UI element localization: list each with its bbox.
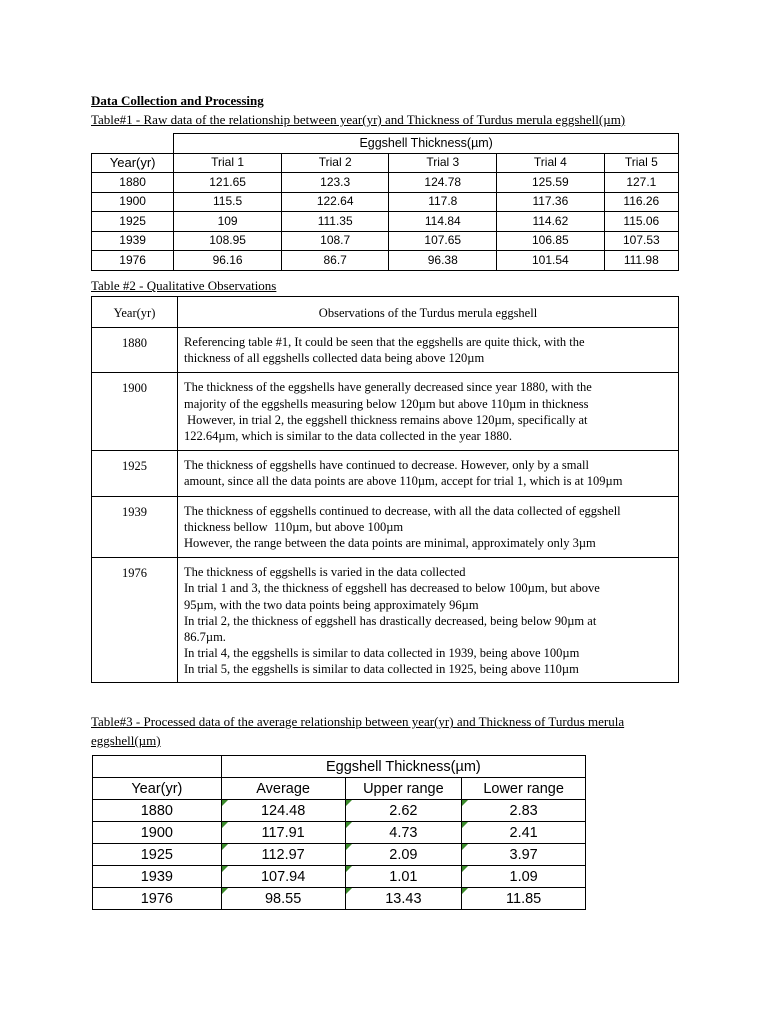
observation-line: In trial 4, the eggshells is similar to data collected in 1939, being above 100µm bbox=[184, 646, 580, 661]
table-cell: 124.48 bbox=[221, 800, 345, 822]
table3-col-header: Lower range bbox=[462, 778, 586, 800]
table-cell: 117.91 bbox=[221, 822, 345, 844]
table2-year-cell: 1925 bbox=[92, 451, 178, 496]
table-row bbox=[93, 800, 586, 822]
table-cell: 107.53 bbox=[604, 231, 678, 251]
table-cell: 2.41 bbox=[462, 822, 586, 844]
table2-year-cell: 1976 bbox=[92, 558, 178, 682]
table-cell: 96.38 bbox=[389, 251, 497, 271]
table3-caption-line2: eggshell(µm) bbox=[91, 733, 161, 748]
table1-col-header: Year(yr) bbox=[92, 153, 174, 173]
table-cell: 1900 bbox=[92, 192, 174, 212]
table2-observations bbox=[91, 296, 679, 683]
observation-line: The thickness of eggshells continued to decrease, with all the data collected of eggshell bbox=[184, 503, 621, 518]
table3-caption-line1: Table#3 - Processed data of the average relationship between year(yr) and Thickness of Turdus merula bbox=[91, 714, 625, 729]
table-cell: 1.01 bbox=[345, 866, 462, 888]
table-cell: 123.3 bbox=[281, 173, 389, 193]
table-cell: 1976 bbox=[92, 251, 174, 271]
observation-line: 86.7µm. bbox=[184, 630, 226, 645]
table-cell: 125.59 bbox=[497, 173, 605, 193]
table-cell: 2.83 bbox=[462, 800, 586, 822]
table-cell: 2.62 bbox=[345, 800, 462, 822]
table2-caption: Table #2 - Qualitative Observations bbox=[91, 278, 277, 293]
table-cell: 106.85 bbox=[497, 231, 605, 251]
table2-header-row bbox=[92, 297, 679, 328]
observation-line: majority of the eggshells measuring below 120µm but above 110µm in thickness bbox=[184, 396, 589, 411]
table1-col-header: Trial 4 bbox=[497, 153, 605, 173]
table-cell: 107.94 bbox=[221, 866, 345, 888]
table3-header-row bbox=[93, 778, 586, 800]
table-cell: 117.8 bbox=[389, 192, 497, 212]
table3-group-header-row bbox=[93, 756, 586, 778]
table2-year-cell: 1880 bbox=[92, 328, 178, 373]
table-cell: 1976 bbox=[93, 888, 222, 910]
table-cell: 1900 bbox=[93, 822, 222, 844]
table2-year-cell: 1939 bbox=[92, 496, 178, 558]
observation-line: 95µm, with the two data points being approximately 96µm bbox=[184, 597, 479, 612]
observation-line: 122.64µm, which is similar to the data collected in the year 1880. bbox=[184, 429, 512, 444]
table-cell: 114.84 bbox=[389, 212, 497, 232]
table-cell: 108.95 bbox=[174, 231, 282, 251]
table1-col-header: Trial 3 bbox=[389, 153, 497, 173]
table-cell: 121.65 bbox=[174, 173, 282, 193]
table1-col-header: Trial 1 bbox=[174, 153, 282, 173]
observation-line: amount, since all the data points are above 110µm, accept for trial 1, which is at 109µm bbox=[184, 474, 623, 489]
table-cell: 111.98 bbox=[604, 251, 678, 271]
table-cell: 1939 bbox=[92, 231, 174, 251]
table-cell: 109 bbox=[174, 212, 282, 232]
table3-col-header: Average bbox=[221, 778, 345, 800]
observation-line: The thickness of the eggshells have generally decreased since year 1880, with the bbox=[184, 380, 592, 395]
table1-header-row bbox=[92, 153, 679, 173]
observation-line: thickness of all eggshells collected data being above 120µm bbox=[184, 351, 485, 366]
table-cell: 108.7 bbox=[281, 231, 389, 251]
table-cell: 115.5 bbox=[174, 192, 282, 212]
table2-observation-cell bbox=[178, 451, 679, 496]
table3-corner-cell bbox=[93, 756, 222, 778]
table1-raw-data bbox=[91, 133, 679, 271]
table-cell: 4.73 bbox=[345, 822, 462, 844]
table2-col-header: Year(yr) bbox=[92, 297, 178, 328]
table1-group-header: Eggshell Thickness(µm) bbox=[174, 134, 679, 154]
table1-col-header: Trial 5 bbox=[604, 153, 678, 173]
table-row bbox=[92, 173, 679, 193]
table2-observation-cell bbox=[178, 328, 679, 373]
table-row bbox=[92, 558, 679, 682]
table-row bbox=[92, 496, 679, 558]
table-row bbox=[93, 844, 586, 866]
table-cell: 101.54 bbox=[497, 251, 605, 271]
table-row bbox=[92, 192, 679, 212]
table-cell: 3.97 bbox=[462, 844, 586, 866]
table3-col-header: Upper range bbox=[345, 778, 462, 800]
table3-processed-data bbox=[92, 755, 586, 910]
table-row bbox=[92, 373, 679, 451]
observation-line: However, in trial 2, the eggshell thickness remains above 120µm, specifically at bbox=[184, 412, 588, 427]
table-cell: 117.36 bbox=[497, 192, 605, 212]
table-cell: 111.35 bbox=[281, 212, 389, 232]
table2-observation-cell bbox=[178, 496, 679, 558]
table-row bbox=[93, 866, 586, 888]
table-cell: 13.43 bbox=[345, 888, 462, 910]
table-cell: 114.62 bbox=[497, 212, 605, 232]
table1-caption: Table#1 - Raw data of the relationship between year(yr) and Thickness of Turdus merula eggshell(µm) bbox=[91, 112, 626, 127]
observation-line: In trial 1 and 3, the thickness of eggshell has decreased to below 100µm, but above bbox=[184, 581, 600, 596]
table-cell: 122.64 bbox=[281, 192, 389, 212]
table-cell: 1925 bbox=[93, 844, 222, 866]
table3-col-header: Year(yr) bbox=[93, 778, 222, 800]
table-cell: 115.06 bbox=[604, 212, 678, 232]
table-cell: 2.09 bbox=[345, 844, 462, 866]
table2-col-header: Observations of the Turdus merula eggshell bbox=[178, 297, 679, 328]
table1-col-header: Trial 2 bbox=[281, 153, 389, 173]
table-row bbox=[92, 212, 679, 232]
table2-observation-cell bbox=[178, 373, 679, 451]
table-cell: 1880 bbox=[93, 800, 222, 822]
table2-observation-cell bbox=[178, 558, 679, 682]
table1-corner-cell bbox=[92, 134, 174, 154]
table-row bbox=[92, 251, 679, 271]
table-cell: 124.78 bbox=[389, 173, 497, 193]
table-cell: 112.97 bbox=[221, 844, 345, 866]
table1-group-header-row bbox=[92, 134, 679, 154]
table-cell: 98.55 bbox=[221, 888, 345, 910]
table-cell: 107.65 bbox=[389, 231, 497, 251]
observation-line: The thickness of eggshells have continued to decrease. However, only by a small bbox=[184, 458, 589, 473]
table-row bbox=[93, 822, 586, 844]
observation-line: Referencing table #1, It could be seen that the eggshells are quite thick, with the bbox=[184, 335, 585, 349]
table-row bbox=[92, 451, 679, 496]
observation-line: In trial 2, the thickness of eggshell has drastically decreased, being below 90µm at bbox=[184, 613, 597, 628]
table-row bbox=[93, 888, 586, 910]
table-cell: 1880 bbox=[92, 173, 174, 193]
table-cell: 96.16 bbox=[174, 251, 282, 271]
table-cell: 1925 bbox=[92, 212, 174, 232]
observation-line: In trial 5, the eggshells is similar to data collected in 1925, being above 110µm bbox=[184, 662, 579, 677]
table-cell: 127.1 bbox=[604, 173, 678, 193]
table-cell: 1.09 bbox=[462, 866, 586, 888]
observation-line: However, the range between the data points are minimal, approximately only 3µm bbox=[184, 536, 596, 551]
table-cell: 86.7 bbox=[281, 251, 389, 271]
table3-group-header: Eggshell Thickness(µm) bbox=[221, 756, 585, 778]
table-cell: 11.85 bbox=[462, 888, 586, 910]
table-cell: 116.26 bbox=[604, 192, 678, 212]
table-row bbox=[92, 328, 679, 373]
section-heading: Data Collection and Processing bbox=[91, 93, 264, 108]
table2-year-cell: 1900 bbox=[92, 373, 178, 451]
table-cell: 1939 bbox=[93, 866, 222, 888]
observation-line: thickness bellow 110µm, but above 100µm bbox=[184, 519, 404, 534]
table-row bbox=[92, 231, 679, 251]
observation-line: The thickness of eggshells is varied in the data collected bbox=[184, 565, 466, 580]
